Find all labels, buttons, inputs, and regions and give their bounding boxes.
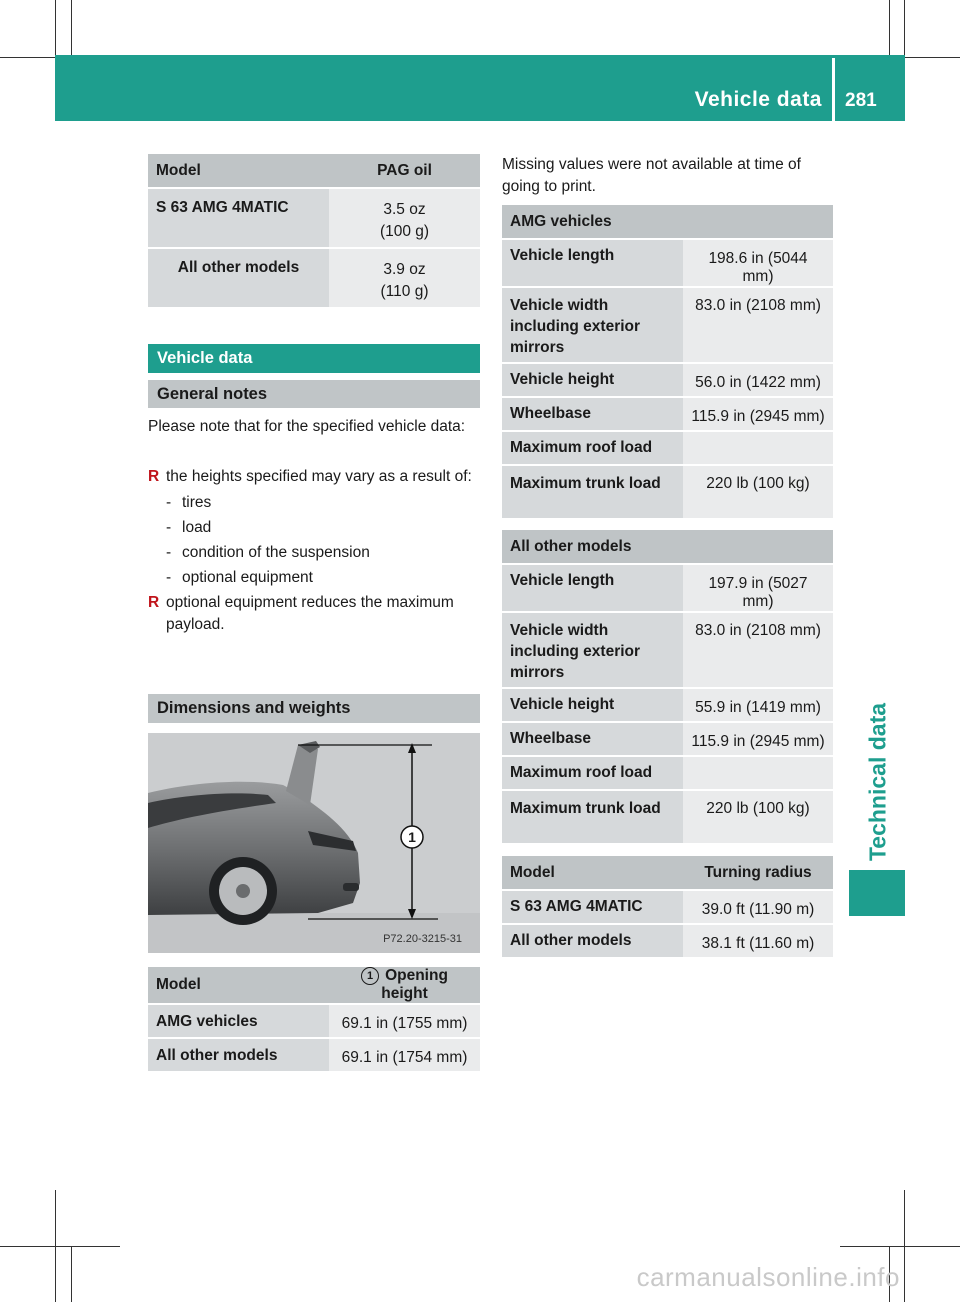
table-cell [683, 431, 833, 465]
vehicle-opening-height-figure [148, 733, 480, 953]
table-cell: 115.9 in (2945 mm) [683, 722, 833, 756]
missing-values-note: Missing values were not available at time of going to print. [502, 156, 801, 195]
crop-mark [840, 1246, 960, 1247]
table-cell: All other models [502, 924, 683, 958]
car-rear-illustration [148, 733, 480, 953]
crop-mark [71, 0, 72, 55]
sub-list-item: - load [166, 519, 212, 536]
pag-oil-table [148, 154, 480, 309]
crop-mark [71, 1246, 72, 1302]
table-cell: Vehicle length [502, 564, 683, 612]
table-cell: Maximum roof load [502, 431, 683, 465]
crop-mark [55, 1190, 56, 1302]
list-item [148, 466, 480, 589]
table-cell [683, 756, 833, 790]
table-cell: AMG vehicles [148, 1004, 329, 1038]
sub-list-item-text: tires [182, 494, 212, 511]
table-cell: 69.1 in (1755 mm) [329, 1004, 480, 1038]
table-cell: S 63 AMG 4MATIC [502, 890, 683, 924]
bullet-marker: R [148, 594, 160, 611]
value-line: 3.9 oz [383, 261, 426, 278]
table-cell [329, 188, 480, 248]
turning-radius-table [502, 856, 833, 959]
table-cell: 69.1 in (1754 mm) [329, 1038, 480, 1072]
subsection-heading: Dimensions and weights [148, 694, 480, 723]
list-item-text: the heights specified may vary as a result of: [166, 468, 472, 485]
table-cell: 83.0 in (2108 mm) [683, 612, 833, 688]
table-header: PAG oil [329, 154, 480, 188]
table-cell: 55.9 in (1419 mm) [683, 688, 833, 722]
table-cell: Vehicle height [502, 363, 683, 397]
table-cell: 38.1 ft (11.60 m) [683, 924, 833, 958]
table-cell: 198.6 in (5044 mm) [683, 239, 833, 287]
crop-mark [0, 1246, 120, 1247]
table-cell: Vehicle width including exterior mirrors [502, 287, 683, 363]
sub-list-item-text: optional equipment [182, 569, 313, 586]
opening-height-table [148, 967, 480, 1073]
table-header: Model [148, 967, 329, 1004]
section-heading: Vehicle data [148, 344, 480, 373]
sub-list-item: - optional equipment [166, 569, 313, 586]
other-models-dimensions-table [502, 530, 833, 845]
table-cell: S 63 AMG 4MATIC [148, 188, 329, 248]
list-item [148, 592, 480, 636]
table-cell: 220 lb (100 kg) [683, 465, 833, 519]
footer-watermark[interactable]: carmanualsonline.info [636, 1262, 900, 1292]
side-tab-label: Technical data [864, 702, 891, 862]
figure-code: P72.20-3215-31 [383, 933, 462, 945]
table-cell: 220 lb (100 kg) [683, 790, 833, 844]
table-cell: Maximum roof load [502, 756, 683, 790]
value-line: (110 g) [380, 283, 429, 300]
table-header-text: Opening height [381, 967, 448, 1002]
list-item-text: optional equipment reduces the maximum payload. [166, 594, 454, 633]
table-cell: Maximum trunk load [502, 790, 683, 844]
sub-list [166, 492, 480, 589]
marker-1-icon: 1 [361, 967, 379, 985]
table-cell: 56.0 in (1422 mm) [683, 363, 833, 397]
table-cell: 115.9 in (2945 mm) [683, 397, 833, 431]
notes-list [148, 466, 480, 639]
figure-marker: 1 [408, 829, 416, 845]
sub-list-item: - condition of the suspension [166, 544, 370, 561]
table-cell [329, 248, 480, 308]
table-title: All other models [502, 530, 833, 564]
value-line: (100 g) [379, 223, 430, 240]
table-header: Turning radius [683, 856, 833, 890]
crop-mark [904, 1190, 905, 1302]
sub-list-item: - tires [166, 494, 212, 511]
table-cell: Wheelbase [502, 722, 683, 756]
table-cell: All other models [148, 1038, 329, 1072]
table-cell: Maximum trunk load [502, 465, 683, 519]
table-cell: Wheelbase [502, 397, 683, 431]
table-cell: 39.0 ft (11.90 m) [683, 890, 833, 924]
table-cell: Vehicle length [502, 239, 683, 287]
sub-list-item-text: load [182, 519, 212, 536]
table-cell: 197.9 in (5027 mm) [683, 564, 833, 612]
table-cell: 83.0 in (2108 mm) [683, 287, 833, 363]
header-divider [832, 58, 835, 121]
bullet-marker: R [148, 468, 160, 485]
table-header: Model [148, 154, 329, 188]
side-tab-marker [849, 870, 905, 916]
table-cell: Vehicle height [502, 688, 683, 722]
amg-dimensions-table [502, 205, 833, 520]
sub-list-item-text: condition of the suspension [182, 544, 370, 561]
table-cell: All other models [148, 248, 329, 308]
subsection-heading: General notes [148, 380, 480, 408]
value-line: 3.5 oz [383, 201, 426, 218]
header-section-title: Vehicle data [694, 88, 822, 111]
crop-mark [889, 0, 890, 55]
table-title: AMG vehicles [502, 205, 833, 239]
page-number: 281 [845, 90, 877, 111]
table-header [329, 967, 480, 1004]
table-cell: Vehicle width including exterior mirrors [502, 612, 683, 688]
intro-paragraph: Please note that for the specified vehicle data: [148, 418, 466, 435]
table-header: Model [502, 856, 683, 890]
